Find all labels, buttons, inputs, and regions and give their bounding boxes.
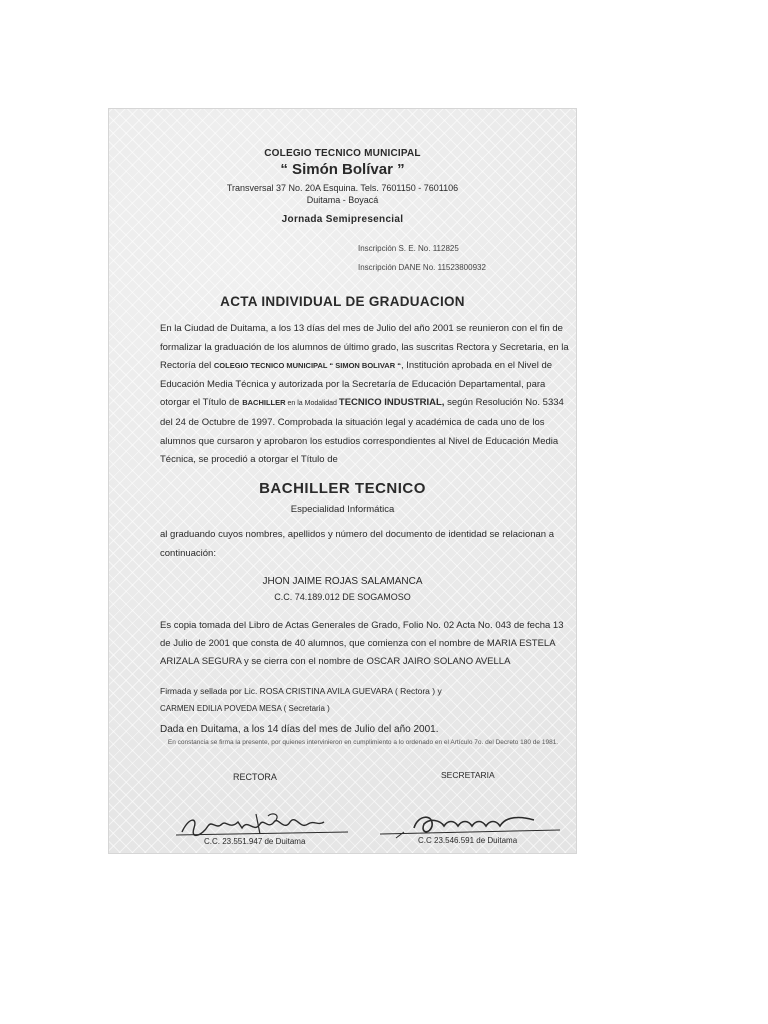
document-title: ACTA INDIVIDUAL DE GRADUACION <box>220 294 465 309</box>
paragraph-graduate: al graduando cuyos nombres, apellidos y número del documento de identidad se relacionan a continuación: <box>160 529 554 559</box>
rectora-label: RECTORA <box>233 772 277 782</box>
student-id: C.C. 74.189.012 DE SOGAMOSO <box>274 592 411 602</box>
signed-by-line: Firmada y sellada por Lic. ROSA CRISTINA AVILA GUEVARA ( Rectora ) y <box>160 686 442 696</box>
rectora-cc: C.C. 23.551.947 de Duitama <box>204 837 306 846</box>
p1-school-name: COLEGIO TECNICO MUNICIPAL “ SIMON BOLIVAR “ <box>213 361 401 371</box>
specialty: Especialidad Informática <box>290 504 395 515</box>
p1-modalidad: en la Modalidad <box>285 400 339 408</box>
p1-tecnico-industrial: TECNICO INDUSTRIAL, <box>338 397 445 409</box>
certificate-sheet <box>108 108 577 854</box>
school-type: COLEGIO TECNICO MUNICIPAL <box>264 148 421 159</box>
constancia-note: En constancia se firma la presente, por quienes intervinieron en cumplimiento a lo ordenado en el Artículo 7o. del Decreto 180 de 1981. <box>167 739 559 746</box>
inscription-dane: Inscripción DANE No. 11523800932 <box>358 263 486 272</box>
degree-title: BACHILLER TECNICO <box>259 480 426 497</box>
school-city: Duitama - Boyacá <box>306 195 379 205</box>
p1-text-g: según Resolución No. 5334 del 24 de Octubre de 1997. Comprobada la situación legal y académica de cada uno de los alumnos que cursaron y aprobaron los estudios correspondientes al Nivel de Educación Media Técnica, se procedió a otorgar el Título de <box>160 397 564 466</box>
signed-by-line-2: CARMEN EDILIA POVEDA MESA ( Secretaria ) <box>160 704 330 713</box>
school-address: Transversal 37 No. 20A Esquina. Tels. 7601150 - 7601106 <box>226 183 459 193</box>
school-name: “ Simón Bolívar ” <box>280 161 405 178</box>
issued-statement: Dada en Duitama, a los 14 días del mes de Julio del año 2001. <box>160 724 439 735</box>
student-name: JHON JAIME ROJAS SALAMANCA <box>262 576 423 587</box>
jornada-label: Jornada Semipresencial <box>281 214 404 225</box>
secretaria-label: SECRETARIA <box>441 770 495 780</box>
inscription-se: Inscripción S. E. No. 112825 <box>358 244 459 253</box>
paragraph-graduation <box>160 320 570 470</box>
p1-bachiller: BACHILLER <box>242 398 286 408</box>
p1-text-c: , Institución aprobada en el Nivel de Educación Media Técnica y autorizada por la Secretaría de Educación Departamental, para otorgar el Título de <box>160 360 553 409</box>
secretaria-cc: C.C 23.546.591 de Duitama <box>418 836 518 845</box>
paragraph-copy: Es copia tomada del Libro de Actas Generales de Grado, Folio No. 02 Acta No. 043 de fecha 13 de Julio de 2001 que consta de 40 alumnos, que comienza con el nombre de MARIA ESTELA ARIZALA SEGURA y se cierra con el nombre de OSCAR JAIRO SOLANO AVELLA <box>160 620 564 667</box>
p1-text-a: En la Ciudad de Duitama, a los 13 días del mes de Julio del año 2001 se reunieron con el fin de formalizar la graduación de los alumnos de último grado, las suscritas Rectora y Secretaria, en la Rectoría del <box>160 323 569 372</box>
